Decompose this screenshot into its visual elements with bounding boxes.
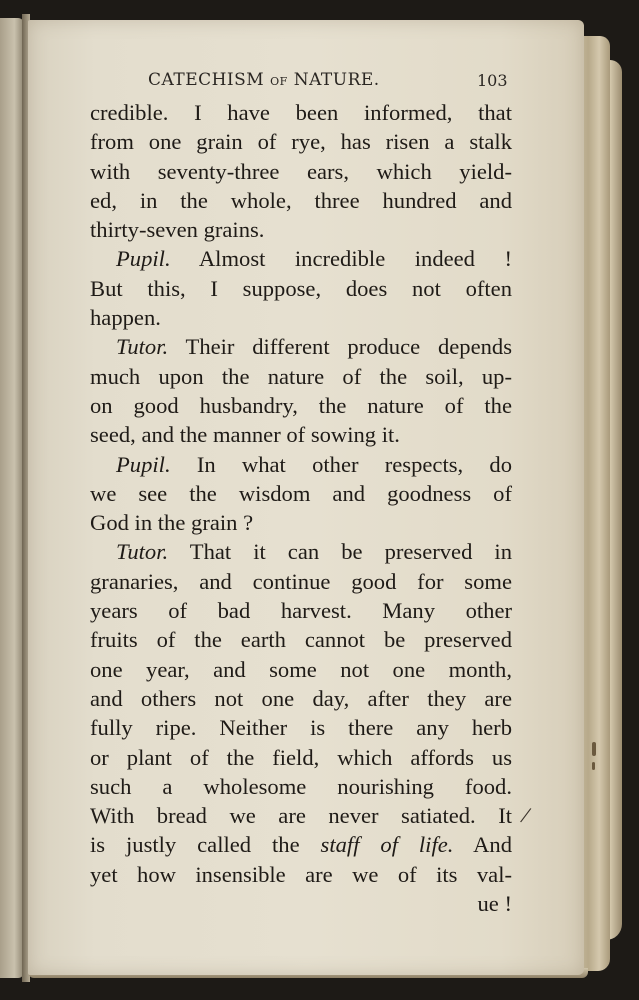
text-line: or plant of the field, which affords us	[90, 744, 512, 770]
facing-page-edge	[0, 18, 24, 978]
dialogue-line: Tutor. That it can be preserved in	[116, 539, 512, 565]
text-line: one year, and some not one month,	[90, 656, 512, 682]
text-line: With bread we are never satiated. It	[90, 803, 512, 829]
text-line: and others not one day, after they are	[90, 685, 512, 711]
running-head-title-2: NATURE.	[293, 70, 380, 90]
text-line: with seventy-three ears, which yield-	[90, 158, 512, 184]
text-line: ed, in the whole, three hundred and	[90, 187, 512, 213]
text-line: yet how insensible are we of its val-	[90, 861, 512, 887]
dialogue-line: Tutor. Their different produce depends	[116, 334, 512, 360]
text-line: credible. I have been informed, that	[90, 100, 512, 125]
edge-stain-small	[592, 762, 595, 770]
text-line: seed, and the manner of sowing it.	[90, 422, 400, 448]
text-line: we see the wisdom and goodness of	[90, 480, 512, 506]
text-line: thirty-seven grains.	[90, 217, 265, 243]
speaker-pupil: Pupil.	[116, 246, 171, 272]
dialogue-line: Pupil. Almost incredible indeed !	[116, 246, 512, 272]
text-line: fully ripe. Neither is there any herb	[90, 715, 512, 741]
dialogue-line: Pupil. In what other respects, do	[116, 451, 512, 477]
body-text	[90, 98, 512, 918]
text-line: granaries, and continue good for some	[90, 568, 512, 594]
margin-mark: /	[518, 802, 533, 830]
speaker-pupil: Pupil.	[116, 451, 171, 477]
italic-phrase: staff of life.	[320, 832, 454, 858]
text-line: much upon the nature of the soil, up-	[90, 363, 512, 389]
text-line: happen.	[90, 305, 161, 331]
text-line: on good husbandry, the nature of the	[90, 392, 512, 418]
running-head-of: OF	[270, 75, 288, 88]
speaker-tutor: Tutor.	[116, 334, 169, 360]
running-head-title-1: CATECHISM	[148, 70, 265, 90]
text-line: such a wholesome nourishing food.	[90, 773, 512, 799]
speaker-tutor: Tutor.	[116, 539, 169, 565]
edge-stain	[592, 742, 596, 756]
running-head	[148, 70, 380, 90]
text-line: from one grain of rye, has risen a stalk	[90, 129, 512, 155]
text-line: fruits of the earth cannot be preserved	[90, 627, 512, 653]
text-line: years of bad harvest. Many other	[90, 598, 512, 624]
text-line-final: ue !	[477, 891, 512, 917]
text-line: But this, I suppose, does not often	[90, 275, 512, 301]
page-number: 103	[477, 71, 508, 90]
text-line: is justly called the staff of life. And	[90, 832, 512, 858]
text-line: God in the grain ?	[90, 510, 254, 536]
